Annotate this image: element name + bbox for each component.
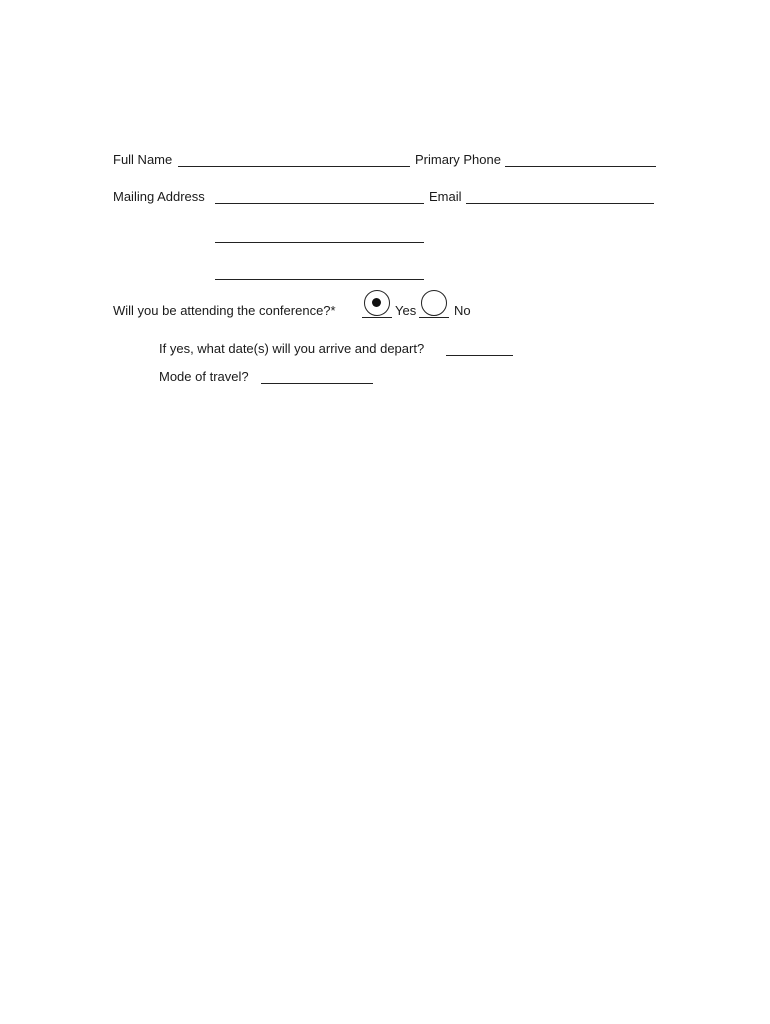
full-name-field[interactable] (178, 166, 410, 167)
mailing-address-line2-field[interactable] (215, 242, 424, 243)
email-label: Email (429, 189, 462, 204)
attending-question: Will you be attending the conference?* (113, 303, 336, 318)
mailing-address-label: Mailing Address (113, 189, 205, 204)
attending-no-radio[interactable] (421, 290, 447, 316)
attending-yes-underline (362, 317, 392, 318)
primary-phone-field[interactable] (505, 166, 656, 167)
attending-yes-radio[interactable] (364, 290, 390, 316)
travel-question: Mode of travel? (159, 369, 249, 384)
dates-field[interactable] (446, 355, 513, 356)
full-name-label: Full Name (113, 152, 173, 167)
radio-selected-dot (372, 298, 381, 307)
attending-yes-label: Yes (395, 303, 417, 318)
mailing-address-line3-field[interactable] (215, 279, 424, 280)
mailing-address-line1-field[interactable] (215, 203, 424, 204)
attending-no-label: No (454, 303, 471, 318)
dates-question: If yes, what date(s) will you arrive and depart? (159, 341, 425, 356)
primary-phone-label: Primary Phone (415, 152, 501, 167)
travel-field[interactable] (261, 383, 373, 384)
email-field[interactable] (466, 203, 654, 204)
attending-no-underline (419, 317, 449, 318)
